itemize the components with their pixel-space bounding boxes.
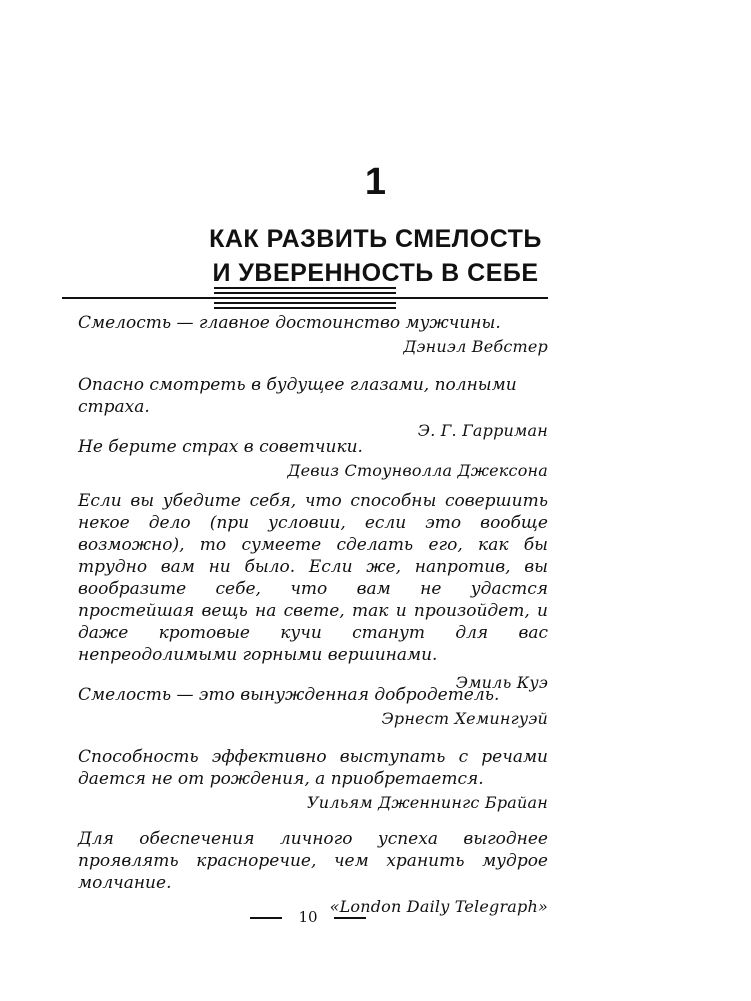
epigraph-text: Если вы убедите себя, что способны совершить некое дело (при условии, если это вообще возможно), то сумеете сделать его, как бы трудно вам ни было. Если же, напротив, вы вообразите себе, что вам не удастся простейшая вещь на свете, так и произойдет, и даже кротовые кучи станут для вас непреодолимыми горными вершинами. bbox=[78, 491, 548, 665]
epigraph bbox=[78, 746, 548, 814]
epigraph-text: Для обеспечения личного успеха выгоднее проявлять красноречие, чем хранить мудрое молчание. bbox=[78, 829, 548, 893]
epigraph-author: Дэниэл Вебстер bbox=[403, 337, 548, 356]
chapter-title-line-1: КАК РАЗВИТЬ СМЕЛОСТЬ bbox=[209, 225, 542, 253]
epigraph-author: Девиз Стоунволла Джексона bbox=[287, 461, 548, 480]
chapter-title bbox=[0, 222, 751, 290]
epigraph-author: Эмиль Куэ bbox=[455, 673, 548, 692]
epigraph-text: Опасно смотреть в будущее глазами, полными страха. bbox=[78, 375, 517, 417]
epigraph-text: Смелость — главное достоинство мужчины. bbox=[78, 313, 501, 333]
epigraph bbox=[78, 312, 548, 358]
epigraph-text: Смелость — это вынужденная добродетель. bbox=[78, 685, 500, 705]
page-number: 10 bbox=[298, 908, 318, 926]
decorative-rule bbox=[62, 287, 548, 311]
ornament-line bbox=[214, 307, 396, 309]
epigraph-author: Эрнест Хемингуэй bbox=[381, 709, 548, 728]
epigraph bbox=[78, 490, 548, 694]
epigraph-text: Способность эффективно выступать с речами дается не от рождения, а приобретается. bbox=[78, 747, 548, 789]
epigraph bbox=[78, 684, 548, 730]
epigraph-text: Не берите страх в советчики. bbox=[78, 437, 363, 457]
ornament-line bbox=[214, 292, 396, 294]
footer-dash bbox=[250, 917, 282, 919]
epigraph-author: «London Daily Telegraph» bbox=[329, 897, 548, 916]
footer-dash bbox=[334, 917, 366, 919]
epigraph-author: Э. Г. Гарриман bbox=[417, 421, 548, 440]
epigraph bbox=[78, 374, 548, 442]
chapter-number: 1 bbox=[364, 161, 387, 203]
ornament-line-long bbox=[62, 297, 548, 299]
ornament-line bbox=[214, 302, 396, 304]
epigraph-author: Уильям Дженнингс Брайан bbox=[307, 793, 548, 812]
epigraph bbox=[78, 436, 548, 482]
ornament-line bbox=[214, 287, 396, 289]
chapter-title-line-2: И УВЕРЕННОСТЬ В СЕБЕ bbox=[212, 259, 539, 287]
page-footer bbox=[0, 905, 751, 929]
